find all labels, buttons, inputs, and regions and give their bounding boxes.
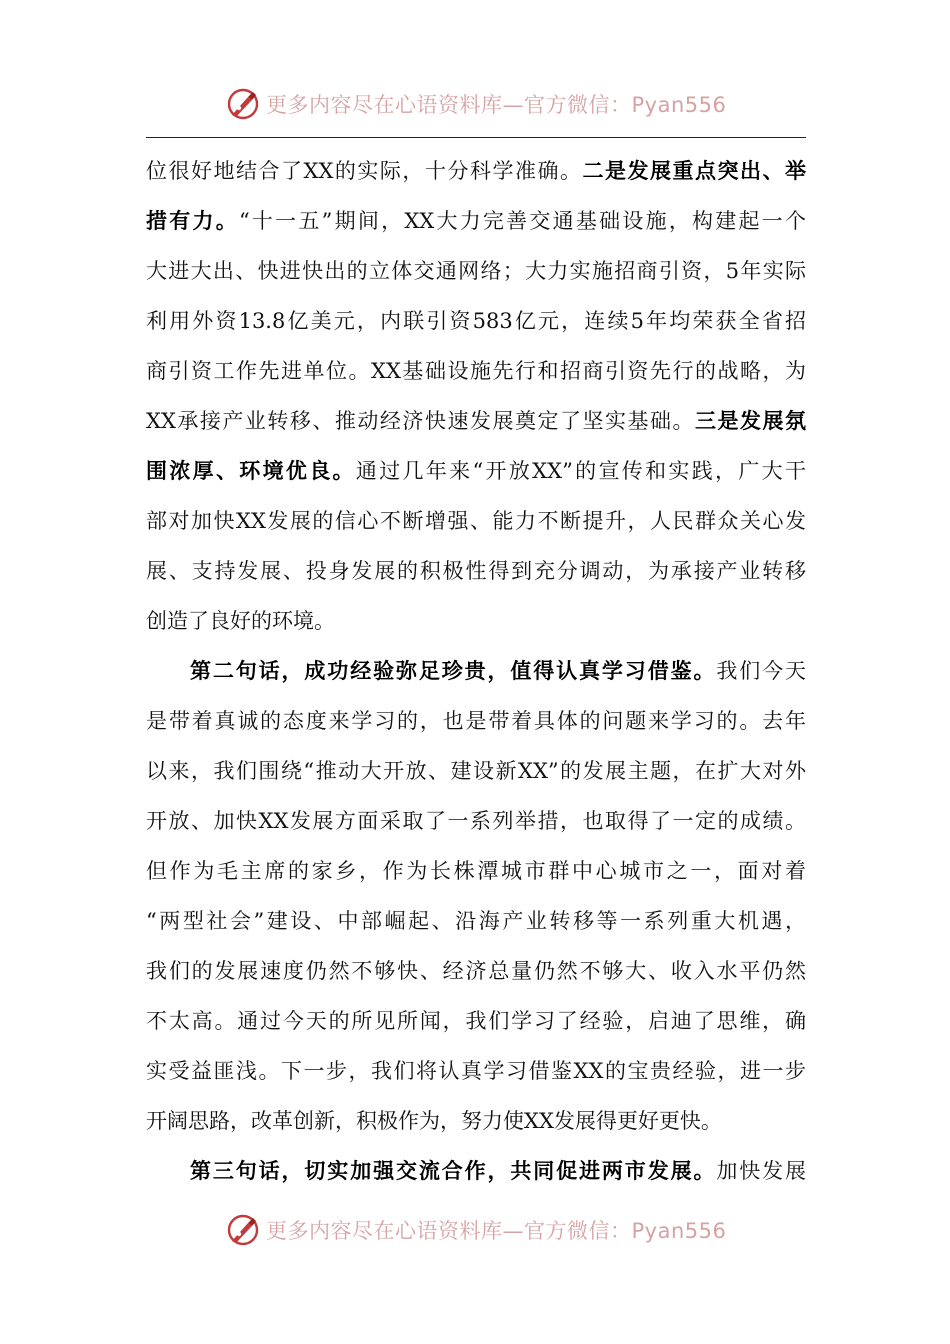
paragraph-start-line xyxy=(146,1146,806,1196)
text-line xyxy=(146,196,806,246)
paragraph-start-line xyxy=(146,646,806,696)
text-line xyxy=(146,446,806,496)
text-line xyxy=(146,1096,806,1146)
text-segment: 开放、加快XX发展方面采取了一系列举措，也取得了一定的成绩。 xyxy=(146,809,806,833)
pen-logo-icon xyxy=(226,1213,260,1247)
text-line xyxy=(146,496,806,546)
text-line xyxy=(146,546,806,596)
text-segment: 实受益匪浅。下一步，我们将认真学习借鉴XX的宝贵经验，进一步 xyxy=(146,1059,806,1083)
text-line xyxy=(146,946,806,996)
text-segment: 创造了良好的环境。 xyxy=(146,609,335,633)
text-line xyxy=(146,796,806,846)
text-segment: 开阔思路，改革创新，积极作为，努力使XX发展得更好更快。 xyxy=(146,1109,722,1133)
text-line xyxy=(146,596,806,646)
text-line xyxy=(146,1046,806,1096)
document-body xyxy=(146,146,806,1196)
text-line xyxy=(146,296,806,346)
bold-text-segment: 措有力。 xyxy=(146,208,239,233)
text-line xyxy=(146,396,806,446)
footer-banner xyxy=(226,1210,726,1250)
text-segment: 加快发展 xyxy=(716,1159,807,1183)
bold-text-segment: 三是发展氛 xyxy=(694,408,806,433)
text-segment: 通过几年来“开放XX”的宣传和实践，广大干 xyxy=(355,459,806,483)
text-line xyxy=(146,746,806,796)
bold-text-segment: 第二句话，成功经验弥足珍贵，值得认真学习借鉴。 xyxy=(190,658,717,683)
header-banner xyxy=(226,84,726,124)
text-line xyxy=(146,846,806,896)
bold-text-segment: 二是发展重点突出、举 xyxy=(582,158,806,183)
text-segment: 利用外资13.8亿美元，内联引资583亿元，连续5年均荣获全省招 xyxy=(146,309,806,333)
text-segment: 展、支持发展、投身发展的积极性得到充分调动，为承接产业转移 xyxy=(146,559,806,583)
text-line xyxy=(146,996,806,1046)
header-banner-text: 更多内容尽在心语资料库—官方微信：Pyan556 xyxy=(266,93,727,117)
text-segment: 部对加快XX发展的信心不断增强、能力不断提升，人民群众关心发 xyxy=(146,509,806,533)
text-segment: 商引资工作先进单位。XX基础设施先行和招商引资先行的战略，为 xyxy=(146,359,806,383)
text-segment: 但作为毛主席的家乡，作为长株潭城市群中心城市之一，面对着 xyxy=(146,859,806,883)
text-segment: 以来，我们围绕“推动大开放、建设新XX”的发展主题，在扩大对外 xyxy=(146,759,806,783)
text-line xyxy=(146,696,806,746)
footer-banner-text: 更多内容尽在心语资料库—官方微信：Pyan556 xyxy=(266,1219,727,1243)
text-segment: XX承接产业转移、推动经济快速发展奠定了坚实基础。 xyxy=(146,409,695,433)
text-line xyxy=(146,896,806,946)
text-segment: 我们今天 xyxy=(716,659,807,683)
text-segment: 大进大出、快进快出的立体交通网络；大力实施招商引资，5年实际 xyxy=(146,259,806,283)
text-line xyxy=(146,246,806,296)
text-line xyxy=(146,346,806,396)
text-segment: 是带着真诚的态度来学习的，也是带着具体的问题来学习的。去年 xyxy=(146,709,806,733)
bold-text-segment: 围浓厚、环境优良。 xyxy=(146,458,356,483)
header-divider xyxy=(146,137,806,138)
text-line xyxy=(146,146,806,196)
text-segment: 我们的发展速度仍然不够快、经济总量仍然不够大、收入水平仍然 xyxy=(146,959,806,983)
bold-text-segment: 第三句话，切实加强交流合作，共同促进两市发展。 xyxy=(190,1158,717,1183)
text-segment: 位很好地结合了XX的实际，十分科学准确。 xyxy=(146,159,583,183)
text-segment: 不太高。通过今天的所见所闻，我们学习了经验，启迪了思维，确 xyxy=(146,1009,806,1033)
text-segment: “十一五”期间，XX大力完善交通基础设施，构建起一个 xyxy=(238,209,807,233)
text-segment: “两型社会”建设、中部崛起、沿海产业转移等一系列重大机遇， xyxy=(146,909,806,933)
pen-logo-icon xyxy=(226,87,260,121)
